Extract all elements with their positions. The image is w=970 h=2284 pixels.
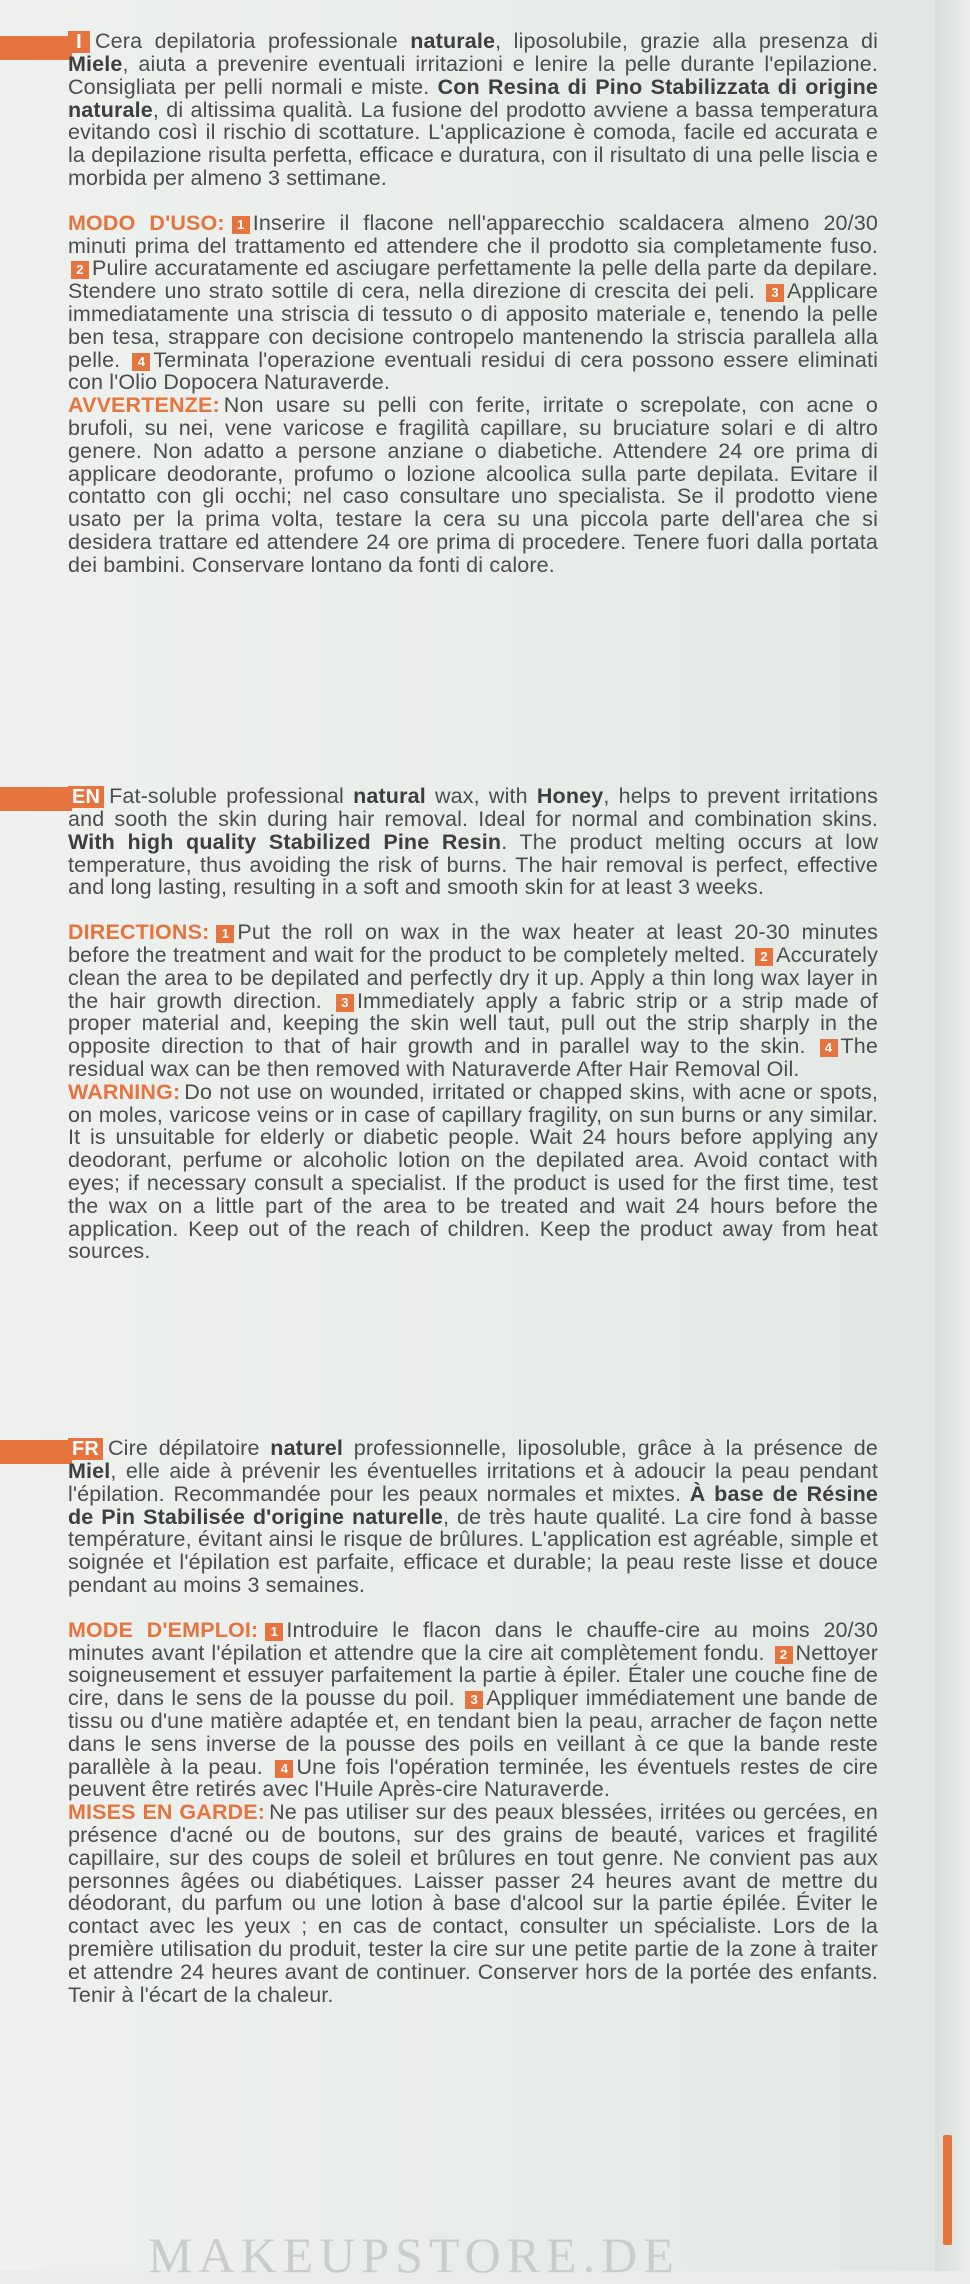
lang-tag-fr: FR (68, 1438, 103, 1460)
lang-tag-it: I (68, 31, 90, 53)
directions-title-fr: MODE D'EMPLOI: (68, 1617, 259, 1642)
directions-title-it: MODO D'USO: (68, 210, 225, 235)
intro-fr: FR Cire dépilatoire naturel professionnelle, liposoluble, grâce à la présence de Miel, elle aide à prévenir les éventuelles irritations et à adoucir la peau pendant l'épilation. Recommandée pour les peaux normales et mixtes. À base de Résine de Pin Stabilisée d'origine naturelle, de très haute qualité. La cire fond à basse température, évitant ainsi le risque de brûlures. L'application est agréable, simple et soignée et l'épilation est parfaite, efficace et durable; la peau reste lisse et douce pendant au moins 3 semaines. (68, 1436, 879, 1597)
lang-bar-en (0, 787, 72, 811)
directions-en: DIRECTIONS: 1 Put the roll on wax in the wax heater at least 20-30 minutes before the treatment and wait for the product to be completely melted. 2 Accurately clean the area to be depilated and perfectly dry it up. Apply a thin long wax layer in the hair growth direction. 3 Immediately apply a fabric strip or a strip made of proper material and, keeping the skin well taut, pull out the strip sharply in the opposite direction to that of hair growth and in parallel way to the skin. 4 The residual wax can be then removed with Naturaverde After Hair Removal Oil. (68, 920, 878, 1081)
warning-title-it: AVVERTENZE: (68, 393, 220, 418)
warning-title-en: WARNING: (68, 1079, 181, 1104)
section-english (68, 785, 878, 1263)
watermark: MAKEUPSTORE.DE (148, 2227, 680, 2283)
warning-en: WARNING: Do not use on wounded, irritated or chapped skins, with acne or spots, on moles, varicose veins or in case of capillary fragility, on sun burns or any similar. It is unsuitable for elderly or diabetic people. Wait 24 hours before applying any deodorant, perfume or alcoholic lotion on the depilated area. Avoid contact with eyes; if necessary consult a specialist. If the product is used for the first time, test the wax on a little part of the area to be treated and wait 24 hours before the application. Keep out of the reach of children. Keep the product away from heat sources. (68, 1079, 878, 1264)
warning-it: AVVERTENZE: Non usare su pelli con ferite, irritate o screpolate, con acne o brufoli, su nei, vene varicose e fragilità capillare, su bruciature solari e di altro genere. Non adatto a persone anziane o diabetiche. Attendere 24 ore prima di applicare deodorante, profumo o lozione alcoolica sulla parte depilata. Evitare il contatto con gli occhi; nel caso consultare uno specialista. Se il prodotto viene usato per la prima volta, testare la cera su una piccola parte dell'area che si desidera trattare ed attendere 24 ore prima di procedere. Tenere fuori dalla portata dei bambini. Conservare lontano da fonti di calore. (68, 393, 878, 577)
lang-bar-it (0, 36, 72, 60)
package-edge (935, 0, 970, 2271)
directions-it: MODO D'USO: 1 Inserire il flacone nell'apparecchio scaldacera almeno 20/30 minuti prima del trattamento ed attendere che il prodotto sia completamente fuso. 2 Pulire accuratamente ed asciugare perfettamente la pelle della parte da depilare. Stendere uno strato sottile di cera, nella direzione di crescita dei peli. 3 Applicare immediatamente una striscia di tessuto o di apposito materiale e, tenendo la pelle ben tesa, strappare con decisione contropelo mantenendo la striscia parallela alla pelle. 4 Terminata l'operazione eventuali residui di cera possono essere eliminati con l'Olio Dopocera Naturaverde. (68, 210, 878, 395)
package-edge-accent (943, 2135, 952, 2245)
directions-title-en: DIRECTIONS: (68, 920, 210, 945)
section-italian (68, 30, 878, 577)
warning-fr: MISES EN GARDE: Ne pas utiliser sur des peaux blessées, irritées ou gercées, en présence d'acné ou de boutons, sur des grains de beauté, varices et fragilité capillaire, sur des coups de soleil et brûlures en tout genre. Ne convient pas aux personnes âgées ou diabétiques. Laisser passer 24 heures avant de mettre du déodorant, du parfum ou une lotion à base d'alcool sur la partie épilée. Éviter le contact avec les yeux ; en cas de contact, consulter un spécialiste. Lors de la première utilisation du produit, tester la cire sur une petite partie de la zone à traiter et attendre 24 heures avant de continuer. Conserver hors de la portée des enfants. Tenir à l'écart de la chaleur. (68, 1800, 878, 2007)
warning-title-fr: MISES EN GARDE: (68, 1800, 266, 1825)
lang-bar-fr (0, 1440, 72, 1464)
directions-fr: MODE D'EMPLOI: 1 Introduire le flacon dans le chauffe-cire au moins 20/30 minutes avant l'épilation et attendre que la cire ait complètement fondu. 2 Nettoyer soigneusement et essuyer parfaitement la partie à épiler. Étaler une couche fine de cire, dans le sens de la pousse du poil. 3 Appliquer immédiatement une bande de tissu ou d'une matière adaptée et, en tendant bien la peau, arracher de façon nette dans le sens inverse de la pousse des poils en veillant à ce que la bande reste parallèle à la peau. 4 Une fois l'opération terminée, les éventuels restes de cire peuvent être retirés avec l'Huile Après-cire Naturaverde. (68, 1617, 879, 1802)
intro-it: I Cera depilatoria professionale naturale, liposolubile, grazie alla presenza di Miele, aiuta a prevenire eventuali irritazioni e lenire la pelle durante l'epilazione. Consigliata per pelli normali e miste. Con Resina di Pino Stabilizzata di origine naturale, di altissima qualità. La fusione del prodotto avviene a bassa temperatura evitando così il rischio di scottature. L'applicazione è comoda, facile ed accurata e la depilazione risulta perfetta, efficace e duratura, con il risultato di una pelle liscia e morbida per almeno 3 settimane. (68, 29, 879, 190)
lang-tag-en: EN (68, 786, 104, 808)
intro-en: EN Fat-soluble professional natural wax, with Honey, helps to prevent irritations and sooth the skin during hair removal. Ideal for normal and combination skins. With high quality Stabilized Pine Resin. The product melting occurs at low temperature, thus avoiding the risk of burns. The hair removal is perfect, effective and long lasting, resulting in a soft and smooth skin for at least 3 weeks. (68, 784, 878, 900)
section-french (68, 1437, 878, 2006)
